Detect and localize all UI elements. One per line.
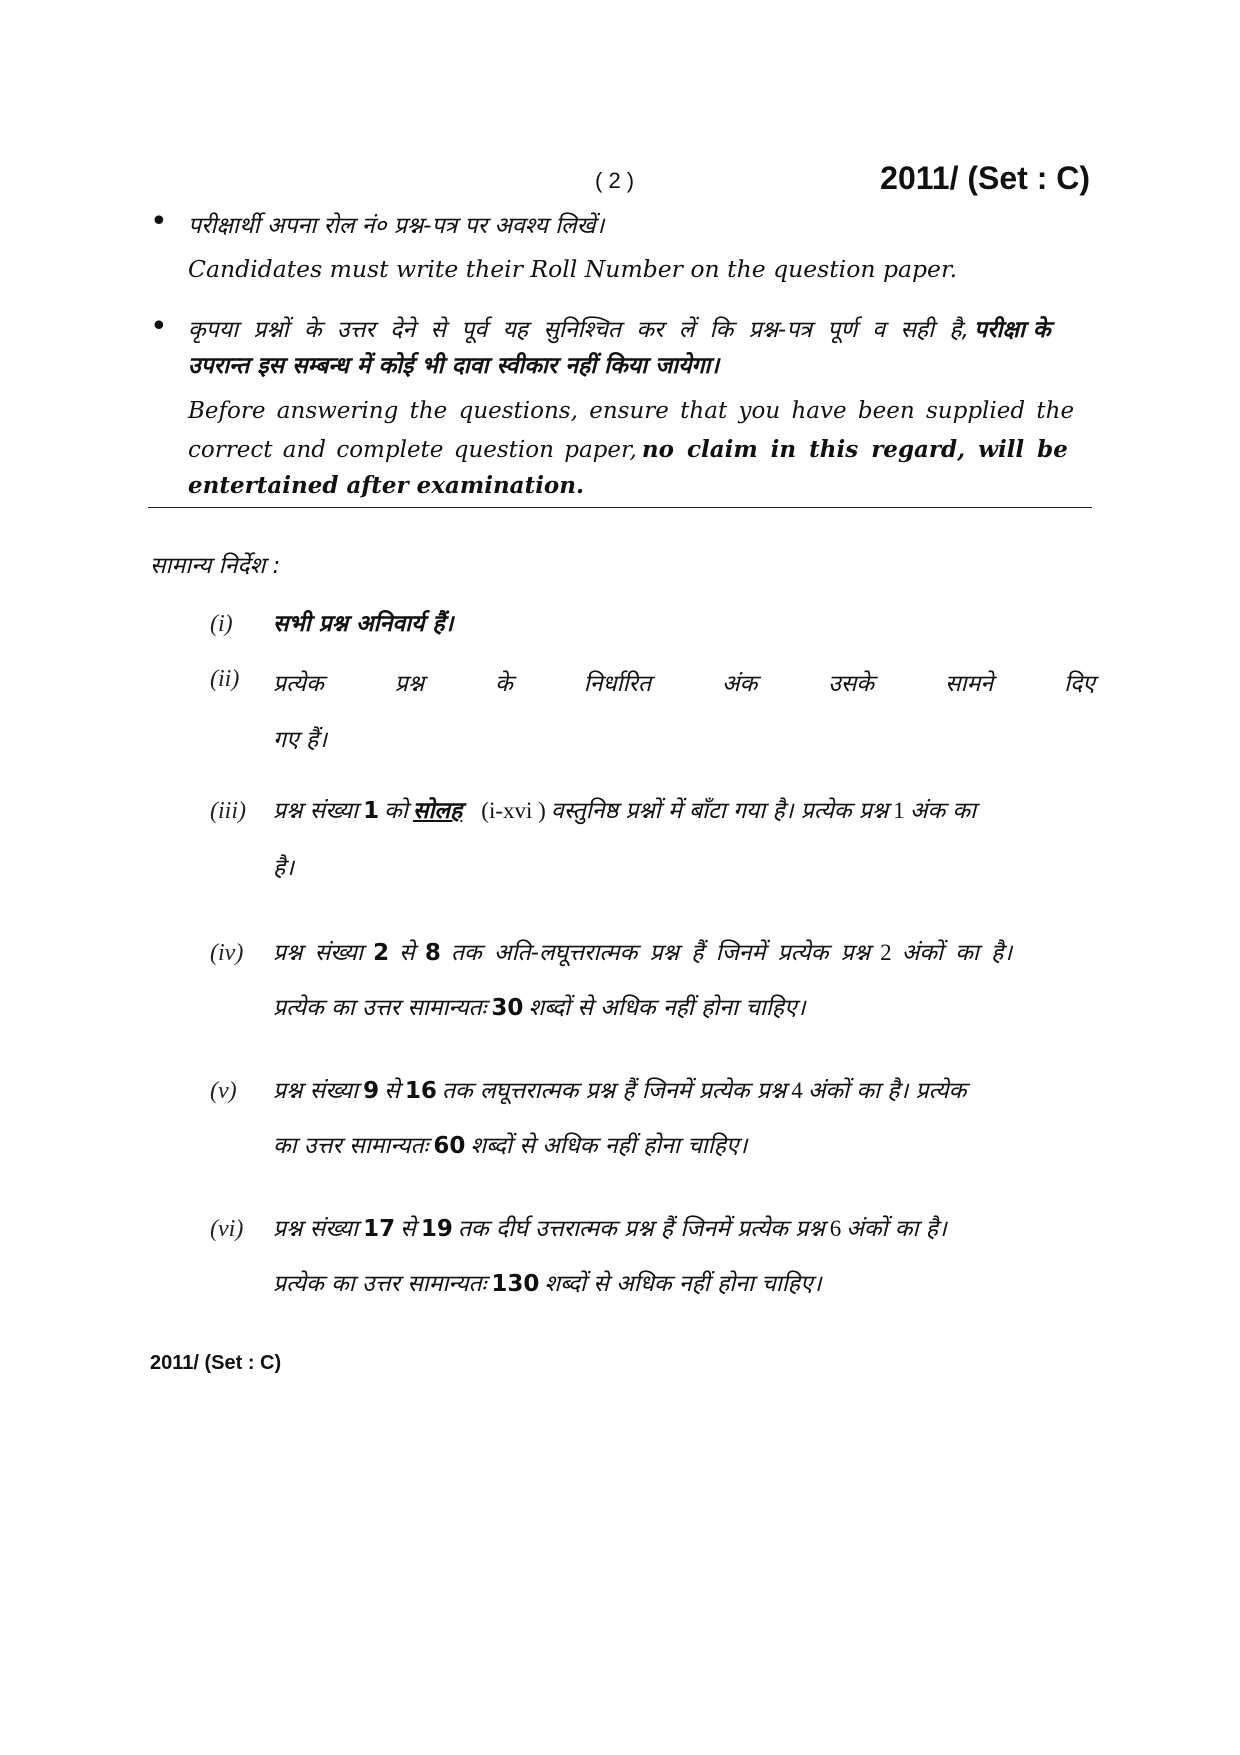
note2-english-line1: Before answering the questions, ensure that you have been supplied the [188, 398, 1075, 424]
item-3-n1: 1 [363, 798, 380, 824]
bullet-1: • [150, 204, 168, 239]
item-6-d: अंकों का है। [846, 1216, 947, 1242]
item-6-c: तक दीर्घ उत्तरात्मक प्रश्न हैं जिनमें प्रत्येक प्रश्न [457, 1216, 825, 1242]
item-2-word-1: प्रत्येक [273, 671, 324, 697]
item-2-cont: गए हैं। [273, 727, 327, 753]
instruction-item-3 [210, 793, 976, 825]
item-3-num: (iii) [210, 798, 246, 824]
item-3-a: प्रश्न संख्या [273, 798, 358, 824]
note2-hindi-text: कृपया प्रश्नों के उत्तर देने से पूर्व यह सुनिश्चित कर लें कि प्रश्न-पत्र पूर्ण व सही है, [188, 317, 969, 343]
instruction-item-5-line2 [273, 1128, 747, 1160]
note2-english-line2a: correct and complete question paper, [188, 437, 637, 463]
item-2-word-5: अंक [722, 671, 758, 697]
item-5-n2: 16 [404, 1078, 437, 1104]
note1-english: Candidates must write their Roll Number on the question paper. [188, 255, 958, 283]
item-4-n1: 2 [373, 940, 390, 966]
item-4-d: अंकों का है। [901, 940, 1013, 966]
instruction-item-4-line2 [273, 990, 805, 1022]
instruction-item-2 [210, 666, 1095, 698]
item-4-n3: 2 [880, 940, 892, 965]
item-3-b: को [384, 798, 408, 824]
item-5-c: तक लघूत्तरात्मक प्रश्न हैं जिनमें प्रत्येक प्रश्न [441, 1078, 787, 1104]
item-6-n4: 130 [491, 1271, 540, 1297]
item-6-e: प्रत्येक का उत्तर सामान्यतः [273, 1271, 487, 1297]
note2-english-line2b: no claim in this regard, will be [641, 436, 1068, 463]
item-4-f: शब्दों से अधिक नहीं होना चाहिए। [528, 995, 806, 1021]
item-6-n1: 17 [363, 1216, 396, 1242]
item-5-e: का उत्तर सामान्यतः [273, 1133, 429, 1159]
paper-code-header: 2011/ (Set : C) [880, 160, 1090, 196]
item-4-c: तक अति-लघूत्तरात्मक प्रश्न हैं जिनमें प्रत्येक प्रश्न [450, 940, 871, 966]
note2-hindi-bold-b: उपरान्त इस सम्बन्ध में कोई भी दावा स्वीकार नहीं किया जायेगा। [188, 353, 720, 379]
item-6-a: प्रश्न संख्या [273, 1216, 358, 1242]
item-5-b: से [384, 1078, 400, 1104]
item-3-n2: 1 [893, 798, 905, 823]
instruction-item-4 [210, 935, 1012, 967]
item-5-a: प्रश्न संख्या [273, 1078, 358, 1104]
item-4-b: से [399, 940, 415, 966]
instruction-item-6 [210, 1211, 947, 1243]
item-4-num: (iv) [210, 940, 244, 966]
item-1-text: सभी प्रश्न अनिवार्य हैं। [273, 611, 454, 637]
item-4-n2: 8 [424, 940, 441, 966]
item-3-d: अंक का [909, 798, 977, 824]
page-number: ( 2 ) [595, 168, 635, 193]
bullet-2: • [150, 309, 168, 344]
item-2-word-4: निर्धारित [583, 671, 652, 697]
item-2-word-8: दिए [1064, 671, 1095, 697]
item-4-n4: 30 [491, 995, 524, 1021]
item-3-range: (i-xvi ) [481, 798, 546, 823]
item-5-n3: 4 [791, 1078, 803, 1103]
item-5-d: अंकों का है। प्रत्येक [807, 1078, 967, 1104]
divider [148, 507, 1092, 508]
item-6-n3: 6 [829, 1216, 842, 1241]
item-2-text [273, 666, 1095, 698]
item-5-n4: 60 [433, 1133, 466, 1159]
item-5-n1: 9 [363, 1078, 380, 1104]
paper-code-footer: 2011/ (Set : C) [150, 1352, 282, 1374]
item-2-word-3: के [495, 671, 513, 697]
item-6-n2: 19 [420, 1216, 453, 1242]
instruction-item-1 [210, 606, 453, 638]
item-3-bold: सोलह [412, 798, 463, 824]
item-3-c: वस्तुनिष्ठ प्रश्नों में बाँटा गया है। प्रत्येक प्रश्न [550, 798, 889, 824]
item-5-num: (v) [210, 1078, 237, 1104]
item-3-cont: है। [273, 855, 294, 881]
instruction-item-6-line2 [273, 1266, 821, 1298]
item-5-f: शब्दों से अधिक नहीं होना चाहिए। [470, 1133, 748, 1159]
item-6-num: (vi) [210, 1216, 244, 1242]
item-2-word-6: उसके [828, 671, 875, 697]
item-6-b: से [400, 1216, 416, 1242]
item-2-word-2: प्रश्न [394, 671, 425, 697]
note2-hindi-bold-a: परीक्षा के [974, 317, 1051, 343]
item-4-a: प्रश्न संख्या [273, 940, 363, 966]
note1-hindi: परीक्षार्थी अपना रोल नं० प्रश्न-पत्र पर अवश्य लिखें। [188, 213, 605, 239]
instruction-item-5 [210, 1073, 966, 1105]
item-2-num: (ii) [210, 666, 240, 692]
note2-english-line3: entertained after examination. [188, 472, 584, 499]
note2-hindi-line1 [188, 312, 1092, 344]
instructions-heading: सामान्य निर्देश : [150, 553, 281, 579]
note2-english-line2 [188, 436, 1068, 463]
item-6-f: शब्दों से अधिक नहीं होना चाहिए। [544, 1271, 822, 1297]
item-1-num: (i) [210, 611, 233, 637]
item-2-word-7: सामने [945, 671, 994, 697]
item-4-e: प्रत्येक का उत्तर सामान्यतः [273, 995, 487, 1021]
